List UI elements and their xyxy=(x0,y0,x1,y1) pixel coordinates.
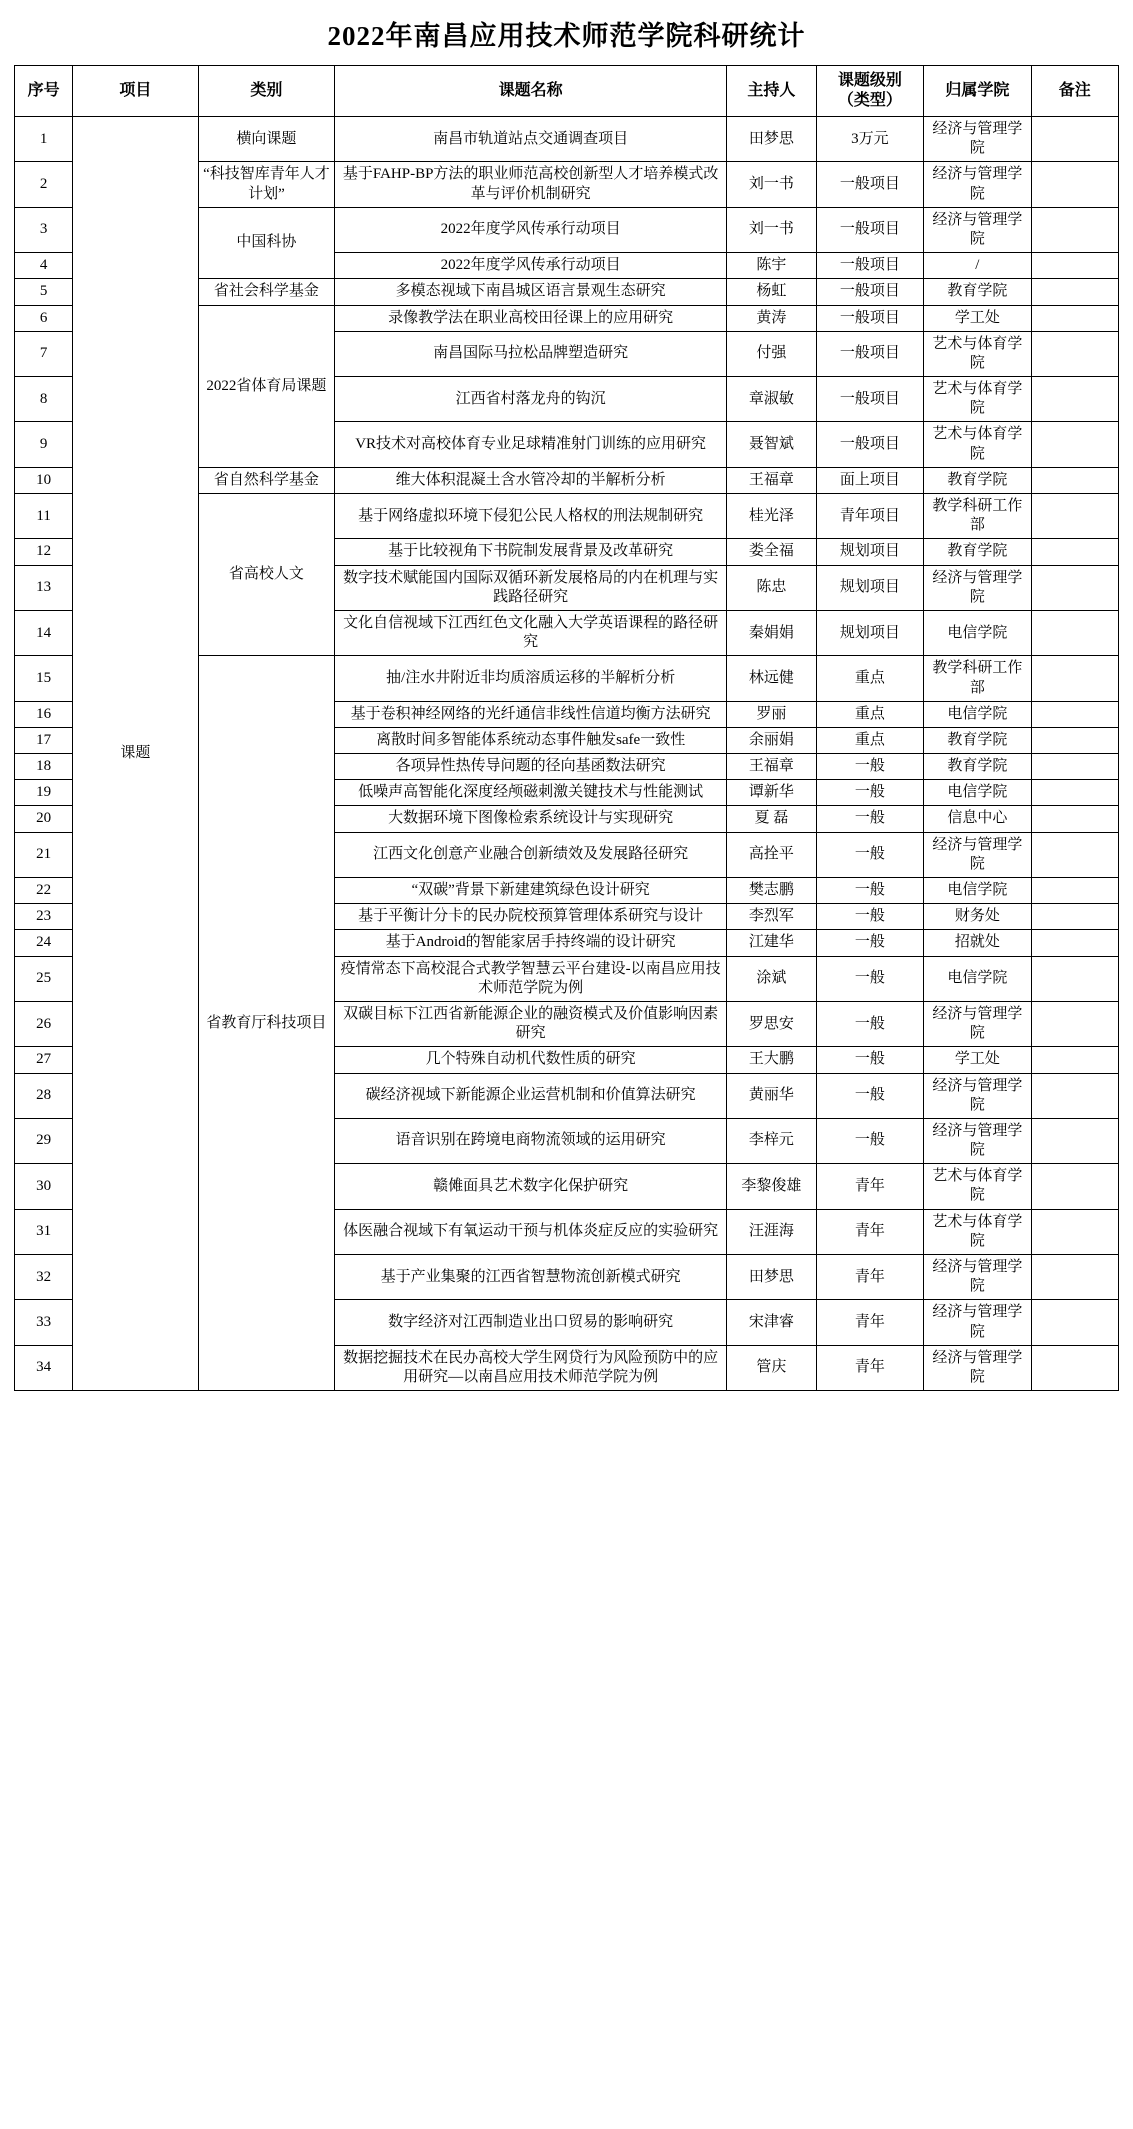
cell-topic-name: 疫情常态下高校混合式教学智慧云平台建设-以南昌应用技术师范学院为例 xyxy=(335,956,727,1001)
table-header xyxy=(15,66,1119,117)
column-header-project: 项目 xyxy=(73,66,198,117)
cell-seq: 20 xyxy=(15,806,73,832)
cell-topic-name: 双碳目标下江西省新能源企业的融资模式及价值影响因素研究 xyxy=(335,1001,727,1046)
cell-college: 经济与管理学院 xyxy=(924,1255,1031,1300)
cell-remark xyxy=(1031,1073,1118,1118)
cell-seq: 8 xyxy=(15,377,73,422)
cell-remark xyxy=(1031,656,1118,701)
research-statistics-table xyxy=(14,65,1119,1391)
cell-category: 横向课题 xyxy=(198,117,335,162)
cell-host: 樊志鹏 xyxy=(727,878,817,904)
cell-college: 电信学院 xyxy=(924,956,1031,1001)
cell-remark xyxy=(1031,1300,1118,1345)
cell-level: 一般项目 xyxy=(816,331,923,376)
cell-college: 招就处 xyxy=(924,930,1031,956)
cell-host: 章淑敏 xyxy=(727,377,817,422)
cell-remark xyxy=(1031,956,1118,1001)
cell-host: 刘一书 xyxy=(727,207,817,252)
cell-college: 经济与管理学院 xyxy=(924,1118,1031,1163)
cell-remark xyxy=(1031,1164,1118,1209)
cell-seq: 15 xyxy=(15,656,73,701)
cell-topic-name: 文化自信视域下江西红色文化融入大学英语课程的路径研究 xyxy=(335,610,727,655)
cell-seq: 6 xyxy=(15,305,73,331)
cell-project-group: 课题 xyxy=(73,117,198,1391)
cell-remark xyxy=(1031,610,1118,655)
cell-remark xyxy=(1031,207,1118,252)
cell-remark xyxy=(1031,878,1118,904)
cell-seq: 19 xyxy=(15,780,73,806)
cell-college: 电信学院 xyxy=(924,878,1031,904)
cell-seq: 29 xyxy=(15,1118,73,1163)
cell-college: 艺术与体育学院 xyxy=(924,331,1031,376)
cell-remark xyxy=(1031,253,1118,279)
cell-topic-name: 各项异性热传导问题的径向基函数法研究 xyxy=(335,754,727,780)
cell-college: 经济与管理学院 xyxy=(924,1345,1031,1390)
cell-host: 刘一书 xyxy=(727,162,817,207)
cell-remark xyxy=(1031,377,1118,422)
cell-host: 聂智斌 xyxy=(727,422,817,467)
cell-topic-name: 基于Android的智能家居手持终端的设计研究 xyxy=(335,930,727,956)
cell-topic-name: 数据挖掘技术在民办高校大学生网贷行为风险预防中的应用研究—以南昌应用技术师范学院为例 xyxy=(335,1345,727,1390)
cell-level: 一般项目 xyxy=(816,279,923,305)
cell-level: 青年 xyxy=(816,1255,923,1300)
cell-category: 中国科协 xyxy=(198,207,335,279)
cell-category: 省高校人文 xyxy=(198,494,335,656)
cell-level: 一般 xyxy=(816,878,923,904)
cell-level: 青年项目 xyxy=(816,494,923,539)
cell-host: 杨虹 xyxy=(727,279,817,305)
column-header-level-line2: （类型） xyxy=(837,92,902,109)
cell-college: 经济与管理学院 xyxy=(924,1001,1031,1046)
cell-level: 重点 xyxy=(816,656,923,701)
table-row xyxy=(15,117,1119,162)
cell-college: 经济与管理学院 xyxy=(924,832,1031,877)
cell-level: 规划项目 xyxy=(816,610,923,655)
cell-seq: 27 xyxy=(15,1047,73,1073)
cell-college: 教育学院 xyxy=(924,279,1031,305)
cell-seq: 23 xyxy=(15,904,73,930)
cell-host: 罗丽 xyxy=(727,701,817,727)
cell-level: 3万元 xyxy=(816,117,923,162)
cell-level: 一般项目 xyxy=(816,207,923,252)
cell-remark xyxy=(1031,279,1118,305)
cell-seq: 12 xyxy=(15,539,73,565)
cell-host: 管庆 xyxy=(727,1345,817,1390)
cell-level: 一般 xyxy=(816,930,923,956)
cell-topic-name: 数字经济对江西制造业出口贸易的影响研究 xyxy=(335,1300,727,1345)
cell-seq: 16 xyxy=(15,701,73,727)
cell-topic-name: 南昌国际马拉松品牌塑造研究 xyxy=(335,331,727,376)
cell-college: 教育学院 xyxy=(924,467,1031,493)
cell-host: 秦娟娟 xyxy=(727,610,817,655)
cell-college: 电信学院 xyxy=(924,701,1031,727)
cell-host: 江建华 xyxy=(727,930,817,956)
cell-level: 规划项目 xyxy=(816,565,923,610)
cell-college: 经济与管理学院 xyxy=(924,1300,1031,1345)
cell-seq: 18 xyxy=(15,754,73,780)
cell-level: 一般 xyxy=(816,1001,923,1046)
cell-seq: 10 xyxy=(15,467,73,493)
table-header-row xyxy=(15,66,1119,117)
cell-topic-name: “双碳”背景下新建建筑绿色设计研究 xyxy=(335,878,727,904)
cell-category: 省社会科学基金 xyxy=(198,279,335,305)
cell-host: 夏 磊 xyxy=(727,806,817,832)
cell-topic-name: 数字技术赋能国内国际双循环新发展格局的内在机理与实践路径研究 xyxy=(335,565,727,610)
cell-level: 一般 xyxy=(816,1073,923,1118)
cell-topic-name: 体医融合视域下有氧运动干预与机体炎症反应的实验研究 xyxy=(335,1209,727,1254)
table-body xyxy=(15,117,1119,1391)
cell-topic-name: 基于网络虚拟环境下侵犯公民人格权的刑法规制研究 xyxy=(335,494,727,539)
cell-seq: 2 xyxy=(15,162,73,207)
cell-topic-name: 江西文化创意产业融合创新绩效及发展路径研究 xyxy=(335,832,727,877)
cell-college: 教育学院 xyxy=(924,727,1031,753)
cell-level: 一般 xyxy=(816,1118,923,1163)
cell-college: 教学科研工作部 xyxy=(924,494,1031,539)
cell-remark xyxy=(1031,1255,1118,1300)
column-header-level-line1: 课题级别 xyxy=(837,71,902,89)
cell-host: 涂斌 xyxy=(727,956,817,1001)
cell-level: 一般项目 xyxy=(816,253,923,279)
cell-topic-name: 语音识别在跨境电商物流领域的运用研究 xyxy=(335,1118,727,1163)
cell-level: 一般 xyxy=(816,754,923,780)
cell-seq: 9 xyxy=(15,422,73,467)
cell-college: 艺术与体育学院 xyxy=(924,377,1031,422)
cell-topic-name: 赣傩面具艺术数字化保护研究 xyxy=(335,1164,727,1209)
cell-level: 一般 xyxy=(816,904,923,930)
cell-seq: 25 xyxy=(15,956,73,1001)
cell-remark xyxy=(1031,780,1118,806)
cell-remark xyxy=(1031,1209,1118,1254)
cell-topic-name: 基于产业集聚的江西省智慧物流创新模式研究 xyxy=(335,1255,727,1300)
cell-host: 谭新华 xyxy=(727,780,817,806)
cell-seq: 5 xyxy=(15,279,73,305)
cell-level: 一般项目 xyxy=(816,377,923,422)
cell-remark xyxy=(1031,727,1118,753)
cell-topic-name: 基于卷积神经网络的光纤通信非线性信道均衡方法研究 xyxy=(335,701,727,727)
cell-remark xyxy=(1031,832,1118,877)
cell-topic-name: 基于平衡计分卡的民办院校预算管理体系研究与设计 xyxy=(335,904,727,930)
cell-college: 经济与管理学院 xyxy=(924,1073,1031,1118)
cell-college: 教育学院 xyxy=(924,754,1031,780)
cell-college: / xyxy=(924,253,1031,279)
cell-host: 田梦思 xyxy=(727,1255,817,1300)
cell-level: 重点 xyxy=(816,727,923,753)
cell-host: 陈宇 xyxy=(727,253,817,279)
cell-remark xyxy=(1031,162,1118,207)
cell-level: 一般 xyxy=(816,832,923,877)
cell-college: 经济与管理学院 xyxy=(924,565,1031,610)
cell-college: 经济与管理学院 xyxy=(924,162,1031,207)
cell-college: 艺术与体育学院 xyxy=(924,1209,1031,1254)
cell-level: 面上项目 xyxy=(816,467,923,493)
cell-seq: 28 xyxy=(15,1073,73,1118)
cell-college: 学工处 xyxy=(924,305,1031,331)
cell-remark xyxy=(1031,1118,1118,1163)
cell-host: 王大鹏 xyxy=(727,1047,817,1073)
cell-college: 教学科研工作部 xyxy=(924,656,1031,701)
cell-remark xyxy=(1031,806,1118,832)
cell-college: 信息中心 xyxy=(924,806,1031,832)
cell-level: 一般 xyxy=(816,956,923,1001)
cell-category: 2022省体育局课题 xyxy=(198,305,335,467)
cell-topic-name: 基于FAHP-BP方法的职业师范高校创新型人才培养模式改革与评价机制研究 xyxy=(335,162,727,207)
cell-topic-name: 抽/注水井附近非均质溶质运移的半解析分析 xyxy=(335,656,727,701)
cell-seq: 17 xyxy=(15,727,73,753)
cell-seq: 22 xyxy=(15,878,73,904)
cell-host: 余丽娟 xyxy=(727,727,817,753)
cell-level: 一般 xyxy=(816,806,923,832)
cell-seq: 26 xyxy=(15,1001,73,1046)
cell-topic-name: 大数据环境下图像检索系统设计与实现研究 xyxy=(335,806,727,832)
cell-remark xyxy=(1031,565,1118,610)
cell-seq: 7 xyxy=(15,331,73,376)
cell-host: 田梦思 xyxy=(727,117,817,162)
cell-seq: 3 xyxy=(15,207,73,252)
cell-college: 学工处 xyxy=(924,1047,1031,1073)
cell-remark xyxy=(1031,539,1118,565)
cell-level: 一般 xyxy=(816,780,923,806)
cell-topic-name: VR技术对高校体育专业足球精准射门训练的应用研究 xyxy=(335,422,727,467)
cell-topic-name: 碳经济视域下新能源企业运营机制和价值算法研究 xyxy=(335,1073,727,1118)
cell-level: 规划项目 xyxy=(816,539,923,565)
cell-seq: 24 xyxy=(15,930,73,956)
cell-seq: 21 xyxy=(15,832,73,877)
cell-host: 罗思安 xyxy=(727,1001,817,1046)
cell-remark xyxy=(1031,1001,1118,1046)
cell-college: 电信学院 xyxy=(924,610,1031,655)
cell-host: 林远健 xyxy=(727,656,817,701)
cell-topic-name: 几个特殊自动机代数性质的研究 xyxy=(335,1047,727,1073)
cell-host: 付强 xyxy=(727,331,817,376)
cell-remark xyxy=(1031,930,1118,956)
cell-remark xyxy=(1031,1345,1118,1390)
cell-level: 一般 xyxy=(816,1047,923,1073)
column-header-college: 归属学院 xyxy=(924,66,1031,117)
cell-level: 一般项目 xyxy=(816,305,923,331)
cell-host: 陈忠 xyxy=(727,565,817,610)
cell-remark xyxy=(1031,331,1118,376)
cell-level: 一般项目 xyxy=(816,162,923,207)
cell-level: 一般项目 xyxy=(816,422,923,467)
column-header-topic-name: 课题名称 xyxy=(335,66,727,117)
cell-seq: 33 xyxy=(15,1300,73,1345)
cell-remark xyxy=(1031,754,1118,780)
cell-level: 青年 xyxy=(816,1164,923,1209)
cell-college: 财务处 xyxy=(924,904,1031,930)
cell-seq: 4 xyxy=(15,253,73,279)
cell-host: 桂光泽 xyxy=(727,494,817,539)
cell-college: 艺术与体育学院 xyxy=(924,422,1031,467)
column-header-seq: 序号 xyxy=(15,66,73,117)
cell-seq: 13 xyxy=(15,565,73,610)
cell-college: 经济与管理学院 xyxy=(924,117,1031,162)
column-header-category: 类别 xyxy=(198,66,335,117)
cell-seq: 11 xyxy=(15,494,73,539)
cell-topic-name: 2022年度学风传承行动项目 xyxy=(335,207,727,252)
cell-host: 李烈军 xyxy=(727,904,817,930)
cell-topic-name: 维大体积混凝土含水管冷却的半解析分析 xyxy=(335,467,727,493)
cell-remark xyxy=(1031,904,1118,930)
cell-topic-name: 基于比较视角下书院制发展背景及改革研究 xyxy=(335,539,727,565)
cell-topic-name: 低噪声高智能化深度经颅磁刺激关键技术与性能测试 xyxy=(335,780,727,806)
cell-topic-name: 2022年度学风传承行动项目 xyxy=(335,253,727,279)
cell-host: 黄丽华 xyxy=(727,1073,817,1118)
cell-remark xyxy=(1031,701,1118,727)
cell-seq: 34 xyxy=(15,1345,73,1390)
cell-remark xyxy=(1031,1047,1118,1073)
cell-host: 娄全福 xyxy=(727,539,817,565)
cell-college: 电信学院 xyxy=(924,780,1031,806)
column-header-host: 主持人 xyxy=(727,66,817,117)
cell-remark xyxy=(1031,422,1118,467)
cell-remark xyxy=(1031,305,1118,331)
cell-level: 重点 xyxy=(816,701,923,727)
cell-host: 高拴平 xyxy=(727,832,817,877)
cell-host: 宋津睿 xyxy=(727,1300,817,1345)
cell-category: 省教育厅科技项目 xyxy=(198,656,335,1391)
cell-host: 王福章 xyxy=(727,754,817,780)
cell-topic-name: 江西省村落龙舟的钩沉 xyxy=(335,377,727,422)
cell-host: 李梓元 xyxy=(727,1118,817,1163)
cell-seq: 1 xyxy=(15,117,73,162)
cell-host: 黄涛 xyxy=(727,305,817,331)
cell-college: 艺术与体育学院 xyxy=(924,1164,1031,1209)
cell-category: 省自然科学基金 xyxy=(198,467,335,493)
cell-level: 青年 xyxy=(816,1300,923,1345)
cell-host: 王福章 xyxy=(727,467,817,493)
cell-topic-name: 录像教学法在职业高校田径课上的应用研究 xyxy=(335,305,727,331)
cell-remark xyxy=(1031,467,1118,493)
cell-host: 李黎俊雄 xyxy=(727,1164,817,1209)
cell-seq: 30 xyxy=(15,1164,73,1209)
cell-remark xyxy=(1031,117,1118,162)
cell-seq: 14 xyxy=(15,610,73,655)
page-title: 2022年南昌应用技术师范学院科研统计 xyxy=(327,21,806,51)
column-header-level xyxy=(816,66,923,117)
cell-seq: 32 xyxy=(15,1255,73,1300)
cell-host: 汪涯海 xyxy=(727,1209,817,1254)
cell-level: 青年 xyxy=(816,1209,923,1254)
cell-remark xyxy=(1031,494,1118,539)
cell-topic-name: 南昌市轨道站点交通调查项目 xyxy=(335,117,727,162)
cell-college: 经济与管理学院 xyxy=(924,207,1031,252)
column-header-remark: 备注 xyxy=(1031,66,1118,117)
cell-seq: 31 xyxy=(15,1209,73,1254)
cell-topic-name: 多模态视域下南昌城区语言景观生态研究 xyxy=(335,279,727,305)
cell-topic-name: 离散时间多智能体系统动态事件触发safe一致性 xyxy=(335,727,727,753)
cell-level: 青年 xyxy=(816,1345,923,1390)
cell-category: “科技智库青年人才计划” xyxy=(198,162,335,207)
cell-college: 教育学院 xyxy=(924,539,1031,565)
